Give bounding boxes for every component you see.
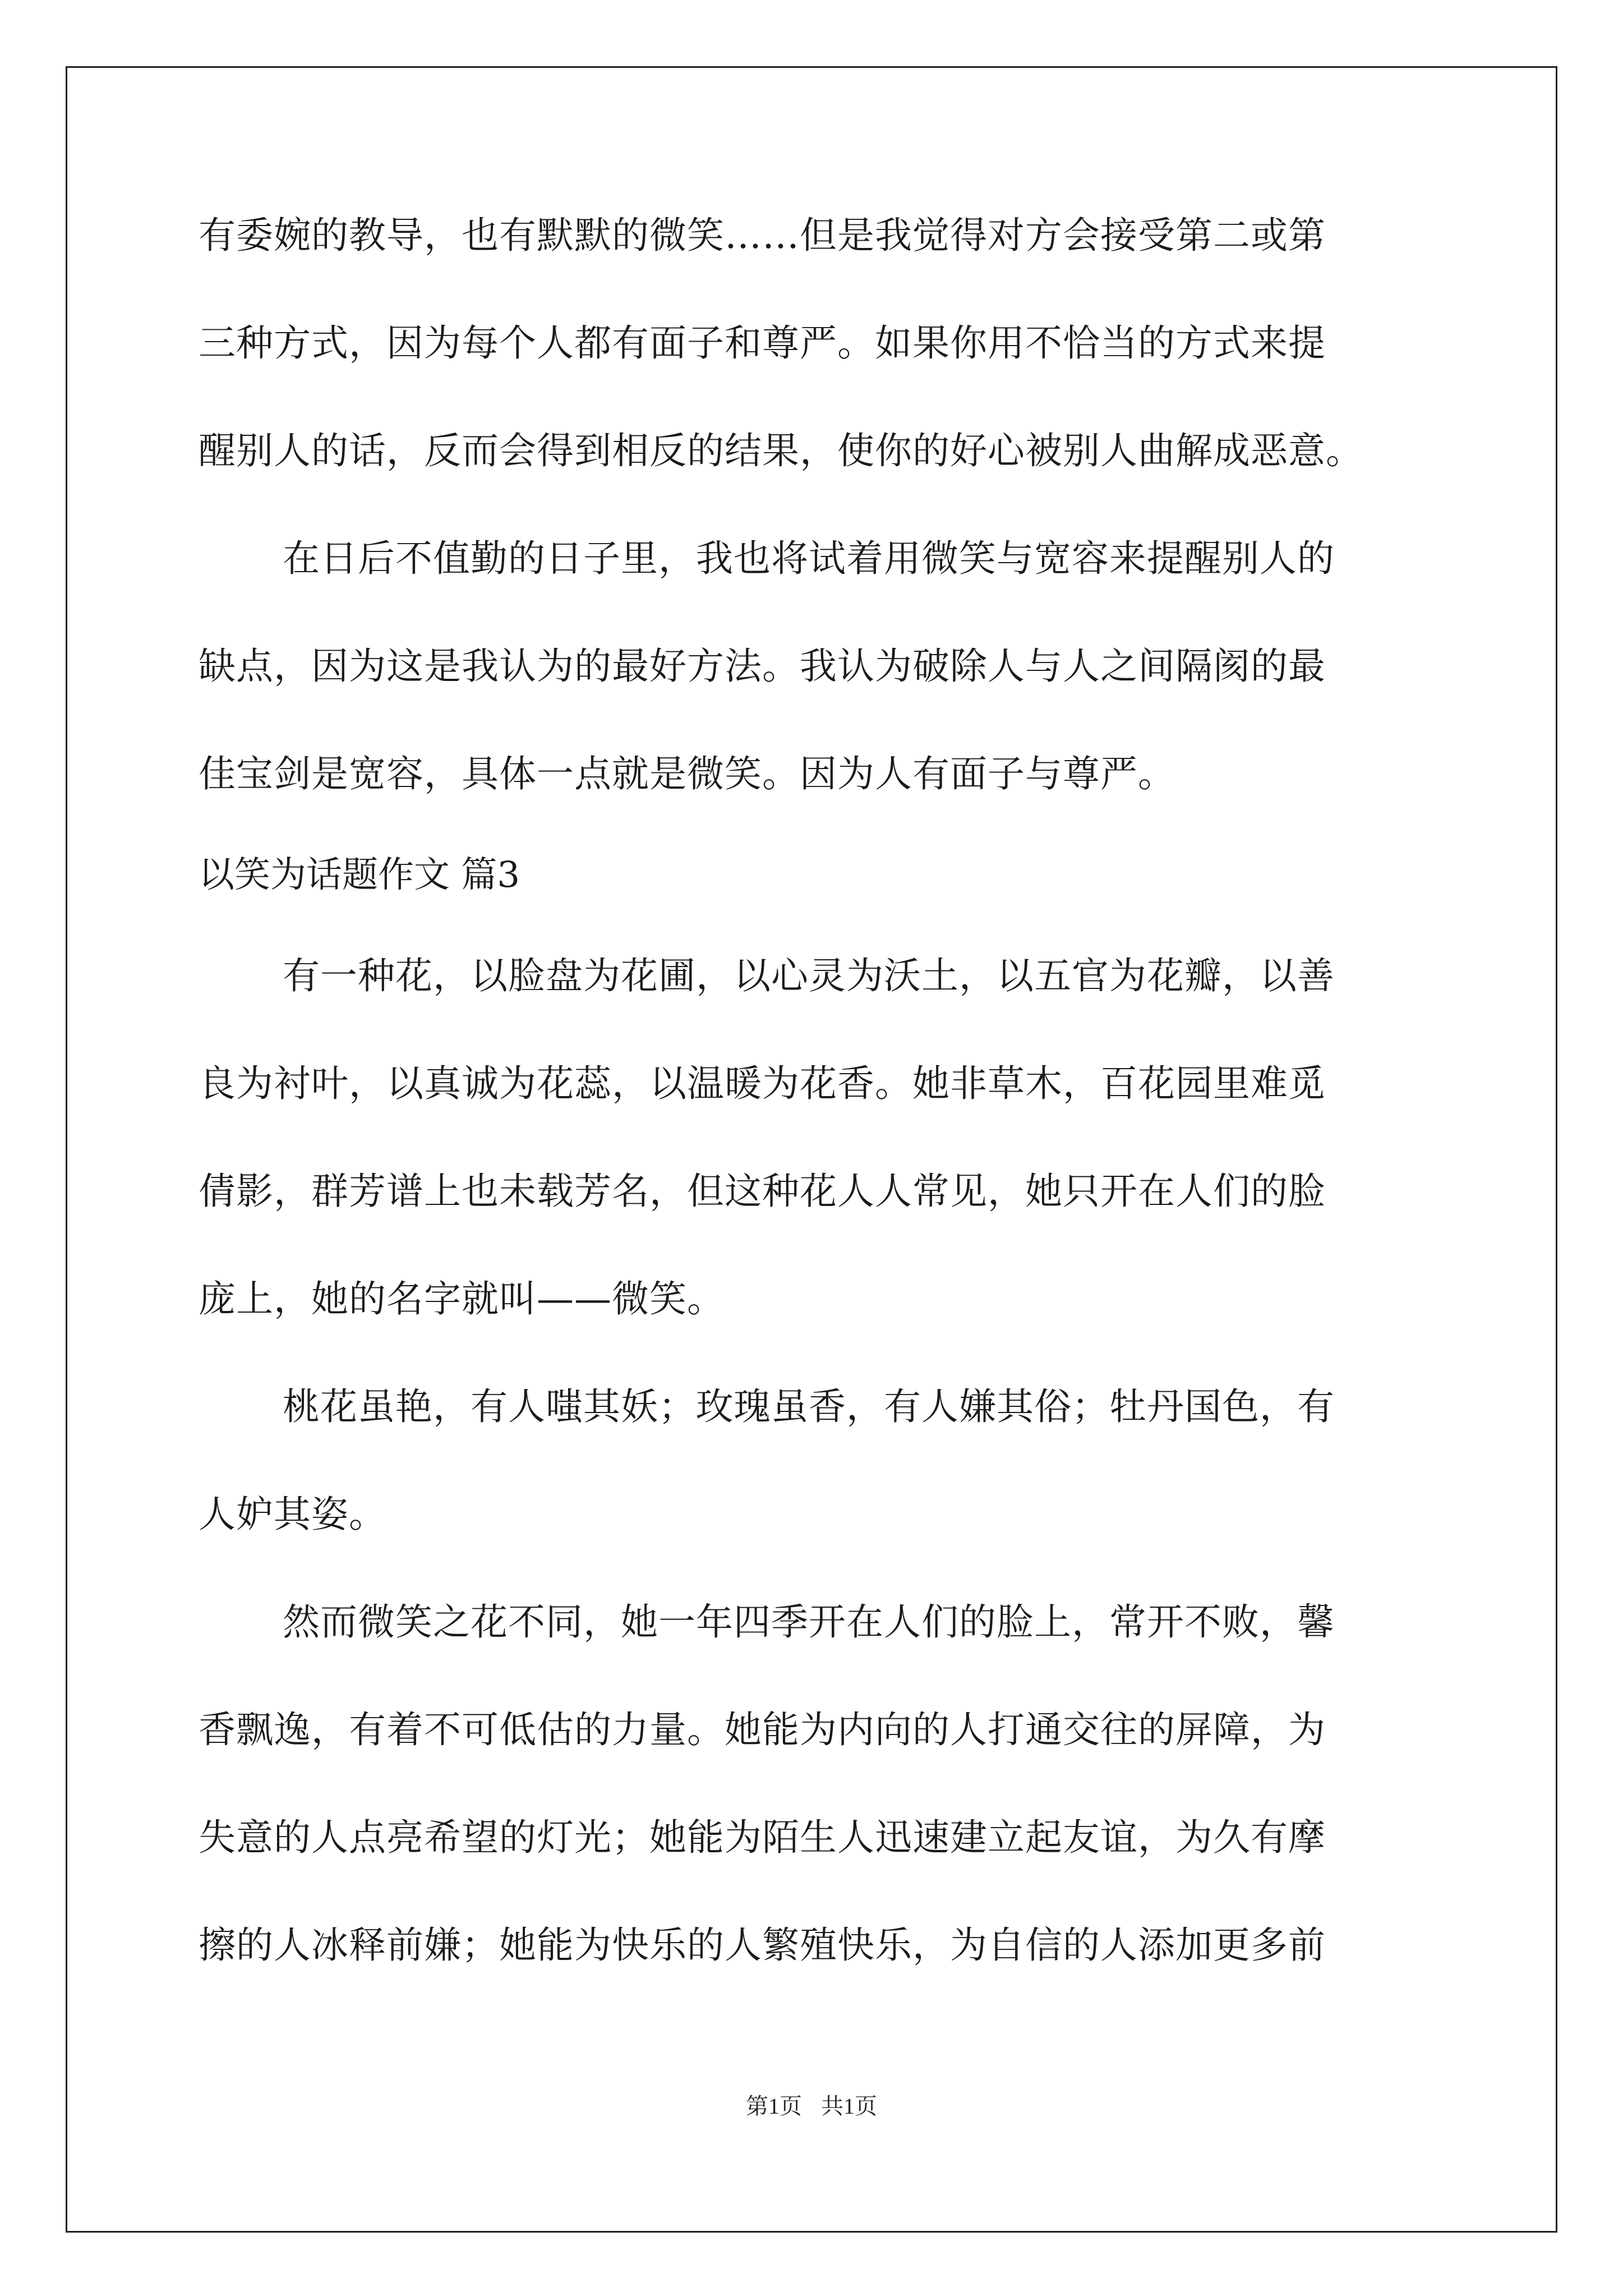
text-line: 有一种花，以脸盘为花圃，以心灵为沃土，以五官为花瓣，以善 xyxy=(283,954,1335,997)
text-line: 失意的人点亮希望的灯光；她能为陌生人迅速建立起友谊，为久有摩 xyxy=(199,1816,1326,1859)
section-heading: 以笑为话题作文 篇3 xyxy=(199,854,520,896)
text-line: 缺点，因为这是我认为的最好方法。我认为破除人与人之间隔阂的最 xyxy=(199,645,1326,688)
text-line: 良为衬叶，以真诚为花蕊，以温暖为花香。她非草木，百花园里难觅 xyxy=(199,1062,1326,1105)
page-footer xyxy=(0,2092,1623,2120)
text-line: 在日后不值勤的日子里，我也将试着用微笑与宽容来提醒别人的 xyxy=(283,537,1335,580)
text-line: 桃花虽艳，有人嗤其妖；玫瑰虽香，有人嫌其俗；牡丹国色，有 xyxy=(283,1385,1335,1428)
text-line: 擦的人冰释前嫌；她能为快乐的人繁殖快乐，为自信的人添加更多前 xyxy=(199,1924,1326,1967)
page-border xyxy=(66,66,1557,2233)
text-line: 庞上，她的名字就叫——微笑。 xyxy=(199,1277,725,1320)
text-line: 人妒其姿。 xyxy=(199,1493,386,1536)
text-line: 然而微笑之花不同，她一年四季开在人们的脸上，常开不败，馨 xyxy=(283,1600,1335,1644)
page-number: 第1页 xyxy=(746,2093,802,2119)
text-line: 佳宝剑是宽容，具体一点就是微笑。因为人有面子与尊严。 xyxy=(199,752,1175,795)
text-line: 有委婉的教导，也有默默的微笑……但是我觉得对方会接受第二或第 xyxy=(199,214,1326,257)
text-line: 倩影，群芳谱上也未载芳名，但这种花人人常见，她只开在人们的脸 xyxy=(199,1170,1326,1213)
text-line: 醒别人的话，反而会得到相反的结果，使你的好心被别人曲解成恶意。 xyxy=(199,429,1363,472)
text-line: 香飘逸，有着不可低估的力量。她能为内向的人打通交往的屏障，为 xyxy=(199,1708,1326,1751)
text-line: 三种方式，因为每个人都有面子和尊严。如果你用不恰当的方式来提 xyxy=(199,321,1326,365)
page-total: 共1页 xyxy=(821,2093,877,2119)
